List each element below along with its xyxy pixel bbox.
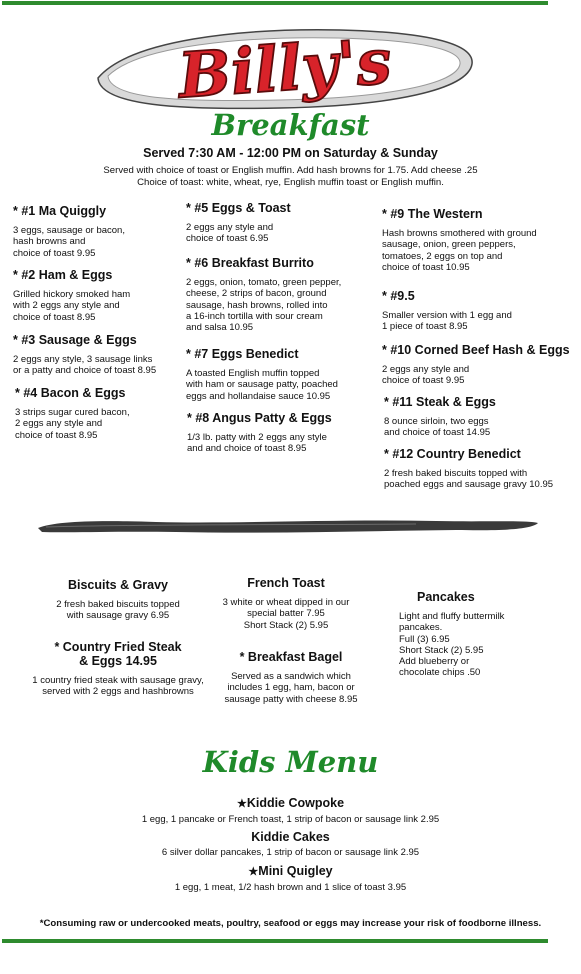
item-title: * #7 Eggs Benedict: [186, 347, 299, 361]
menu-item-9: [382, 207, 537, 273]
special-french-toast: [186, 576, 386, 631]
item-desc: Grilled hickory smoked ham with 2 eggs any style and choice of toast 8.95: [13, 289, 131, 323]
menu-item-2: [13, 268, 130, 323]
item-title: * #10 Corned Beef Hash & Eggs: [382, 343, 570, 357]
menu-item-3: [13, 333, 156, 377]
item-title: * #1 Ma Quiggly: [13, 204, 107, 218]
note-line-2: Choice of toast: white, wheat, rye, English muffin toast or English muffin.: [137, 176, 444, 188]
item-desc: 8 ounce sirloin, two eggs and choice of toast 14.95: [384, 416, 491, 439]
item-desc: 6 silver dollar pancakes, 1 strip of bacon or sausage link 2.95: [161, 847, 420, 858]
item-desc: 2 fresh baked biscuits topped with poached eggs and sausage gravy 10.95: [384, 468, 554, 491]
item-desc: 2 eggs any style, 3 sausage links or a patty and choice of toast 8.95: [13, 354, 157, 377]
item-desc: 2 eggs any style and choice of toast 6.95: [186, 222, 274, 245]
item-title: * #9.5: [382, 289, 415, 303]
item-title: * #12 Country Benedict: [384, 447, 521, 461]
top-rule: [2, 1, 548, 5]
item-title: * #3 Sausage & Eggs: [13, 333, 137, 347]
item-title: Mini Quigley: [258, 864, 333, 878]
brush-divider: [36, 515, 540, 537]
item-desc: 3 white or wheat dipped in our special batter 7.95 Short Stack (2) 5.95: [222, 597, 350, 631]
menu-item-7: [186, 347, 338, 402]
item-desc: 3 strips sugar cured bacon, 2 eggs any style and choice of toast 8.95: [15, 407, 130, 441]
billys-logo: [90, 20, 480, 116]
item-title: * #6 Breakfast Burrito: [186, 256, 314, 270]
served-hours: Served 7:30 AM - 12:00 PM on Saturday & Sunday: [143, 146, 438, 160]
kids-item-mini-quigley: [0, 864, 581, 893]
item-desc: Hash browns smothered with ground sausage, onion, green peppers, tomatoes, 2 eggs on top and choice of toast 10.95: [382, 228, 537, 273]
item-desc: A toasted English muffin topped with ham or sausage patty, poached eggs and hollandaise sauce 10.95: [186, 368, 338, 402]
note-line-1: Served with choice of toast or English muffin. Add hash browns for 1.75. Add cheese .25: [103, 165, 478, 176]
item-title: * Breakfast Bagel: [239, 650, 343, 664]
menu-item-4: [15, 386, 130, 441]
menu-item-6: [186, 256, 341, 333]
item-title: Biscuits & Gravy: [67, 578, 169, 592]
menu-item-12: [384, 447, 553, 491]
kids-item-cakes: [0, 830, 581, 858]
item-title: Pancakes: [417, 590, 475, 604]
star-icon: ★: [248, 866, 259, 878]
item-desc: 1 egg, 1 pancake or French toast, 1 strip of bacon or sausage link 2.95: [141, 814, 440, 825]
item-title: * #4 Bacon & Eggs: [15, 386, 126, 400]
menu-item-5: [186, 201, 291, 245]
menu-item-10: [382, 343, 570, 387]
item-desc: 3 eggs, sausage or bacon, hash browns and choice of toast 9.95: [13, 225, 125, 259]
bottom-rule: [2, 939, 548, 943]
item-desc: Served as a sandwich which includes 1 egg, ham, bacon or sausage patty with cheese 8.95: [224, 671, 358, 705]
item-title: * #11 Steak & Eggs: [384, 395, 496, 409]
item-desc: 2 eggs, onion, tomato, green pepper, cheese, 2 strips of bacon, ground sausage, hash browns, rolled into a 16-inch tortilla with sour cream and salsa 10.95: [186, 277, 342, 334]
item-title: Kiddie Cowpoke: [246, 796, 345, 810]
menu-item-9-5: [382, 289, 512, 333]
item-title: French Toast: [247, 576, 325, 590]
special-breakfast-bagel: [186, 650, 396, 705]
item-title: * #9 The Western: [382, 207, 483, 221]
menu-item-8: [187, 411, 332, 455]
kids-item-cowpoke: [0, 796, 581, 825]
item-desc: 1 country fried steak with sausage gravy, served with 2 eggs and hashbrowns: [32, 675, 204, 698]
item-desc: 2 fresh baked biscuits topped with sausage gravy 6.95: [56, 599, 180, 622]
logo-text: Billy's: [176, 24, 394, 113]
breakfast-title: Breakfast: [211, 108, 370, 142]
star-icon: ★: [236, 798, 247, 810]
item-title: * #2 Ham & Eggs: [13, 268, 113, 282]
item-desc: Light and fluffy buttermilk pancakes. Full (3) 6.95 Short Stack (2) 5.95 Add blueberry or chocolate chips .50: [399, 611, 505, 679]
special-pancakes: [399, 590, 504, 679]
item-desc: 2 eggs any style and choice of toast 9.95: [382, 364, 470, 387]
item-desc: 1 egg, 1 meat, 1/2 hash brown and 1 slice of toast 3.95: [174, 882, 407, 893]
item-title: * #5 Eggs & Toast: [186, 201, 291, 215]
food-safety-disclaimer: *Consuming raw or undercooked meats, poultry, seafood or eggs may increase your risk of foodborne illness.: [39, 918, 542, 929]
menu-item-11: [384, 395, 496, 439]
breakfast-note: [0, 165, 581, 188]
menu-item-1: [13, 204, 125, 259]
item-desc: 1/3 lb. patty with 2 eggs any style and and choice of toast 8.95: [187, 432, 327, 455]
kids-menu-title: Kids Menu: [202, 745, 379, 779]
item-title: Kiddie Cakes: [251, 830, 330, 844]
item-desc: Smaller version with 1 egg and 1 piece of toast 8.95: [382, 310, 512, 333]
item-title: * Country Fried Steak & Eggs 14.95: [54, 640, 182, 668]
item-title: * #8 Angus Patty & Eggs: [187, 411, 332, 425]
